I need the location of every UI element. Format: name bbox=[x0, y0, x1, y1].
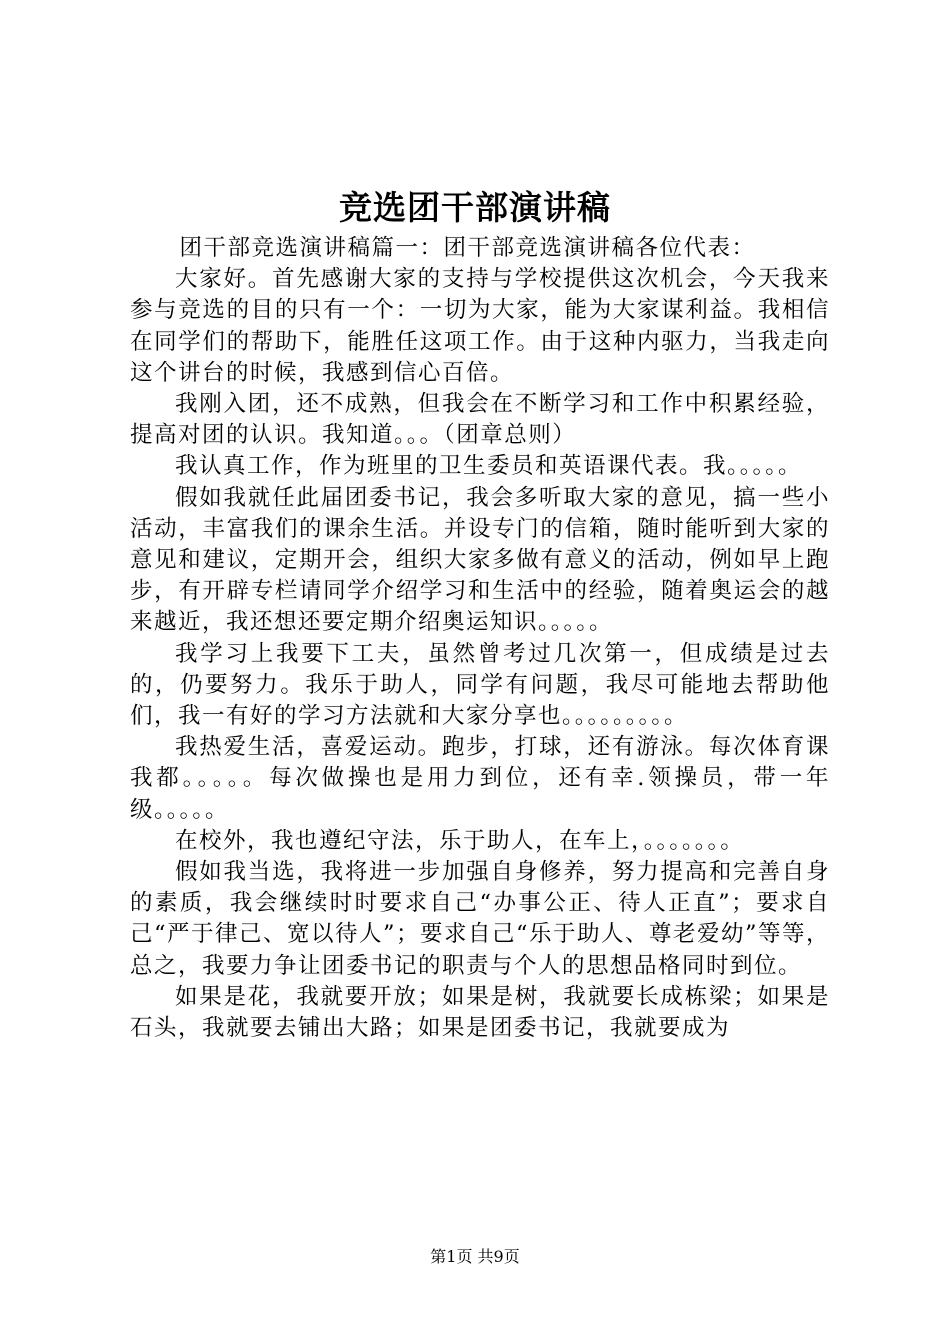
paragraph: 我认真工作，作为班里的卫生委员和英语课代表。我。。。。。 bbox=[175, 453, 803, 480]
paragraph: 我热爱生活，喜爱运动。跑步，打球，还有游泳。每次体育课我都。。。。。每次做操也是用力到位，还有幸.领操员，带一年级。。。。。 bbox=[130, 734, 830, 823]
paragraph: 在校外，我也遵纪守法，乐于助人，在车上，。。。。。。。 bbox=[175, 827, 745, 854]
document-title: 竞选团干部演讲稿 bbox=[339, 188, 611, 227]
document-body bbox=[130, 233, 830, 1044]
paragraph: 我学习上我要下工夫，虽然曾考过几次第一，但成绩是过去的，仍要努力。我乐于助人，同学有问题，我尽可能地去帮助他们，我一有好的学习方法就和大家分享也。。。。。。。。。 bbox=[130, 640, 830, 730]
paragraph: 假如我当选，我将进一步加强自身修养，努力提高和完善自身的素质，我会继续时时要求自己“办事公正、待人正直”；要求自己“严于律己、宽以待人”；要求自己“乐于助人、尊老爱幼”等等，总之，我要力争让团委书记的职责与个人的思想品格同时到位。 bbox=[130, 859, 831, 979]
paragraph: 假如我就任此届团委书记，我会多听取大家的意见，搞一些小活动，丰富我们的课余生活。并设专门的信箱，随时能听到大家的意见和建议，定期开会，组织大家多做有意义的活动，例如早上跑步，有开辟专栏请同学介绍学习和生活中的经验，随着奥运会的越来越近，我还想还要定期介绍奥运知识。。。。。 bbox=[130, 484, 830, 636]
page-number-footer: 第1页 共9页 bbox=[430, 1247, 520, 1266]
paragraph: 如果是花，我就要开放；如果是树，我就要长成栋梁；如果是石头，我就要去铺出大路；如果是团委书记，我就要成为 bbox=[130, 983, 830, 1042]
paragraph: 大家好。首先感谢大家的支持与学校提供这次机会，今天我来参与竞选的目的只有一个：一切为大家，能为大家谋利益。我相信在同学们的帮助下，能胜任这项工作。由于这种内驱力，当我走向这个讲台的时候，我感到信心百倍。 bbox=[130, 266, 830, 386]
paragraph: 我刚入团，还不成熟，但我会在不断学习和工作中积累经验，提高对团的认识。我知道。。。（团章总则） bbox=[130, 391, 830, 449]
paragraph: 团干部竞选演讲稿篇一：团干部竞选演讲稿各位代表： bbox=[179, 235, 756, 261]
